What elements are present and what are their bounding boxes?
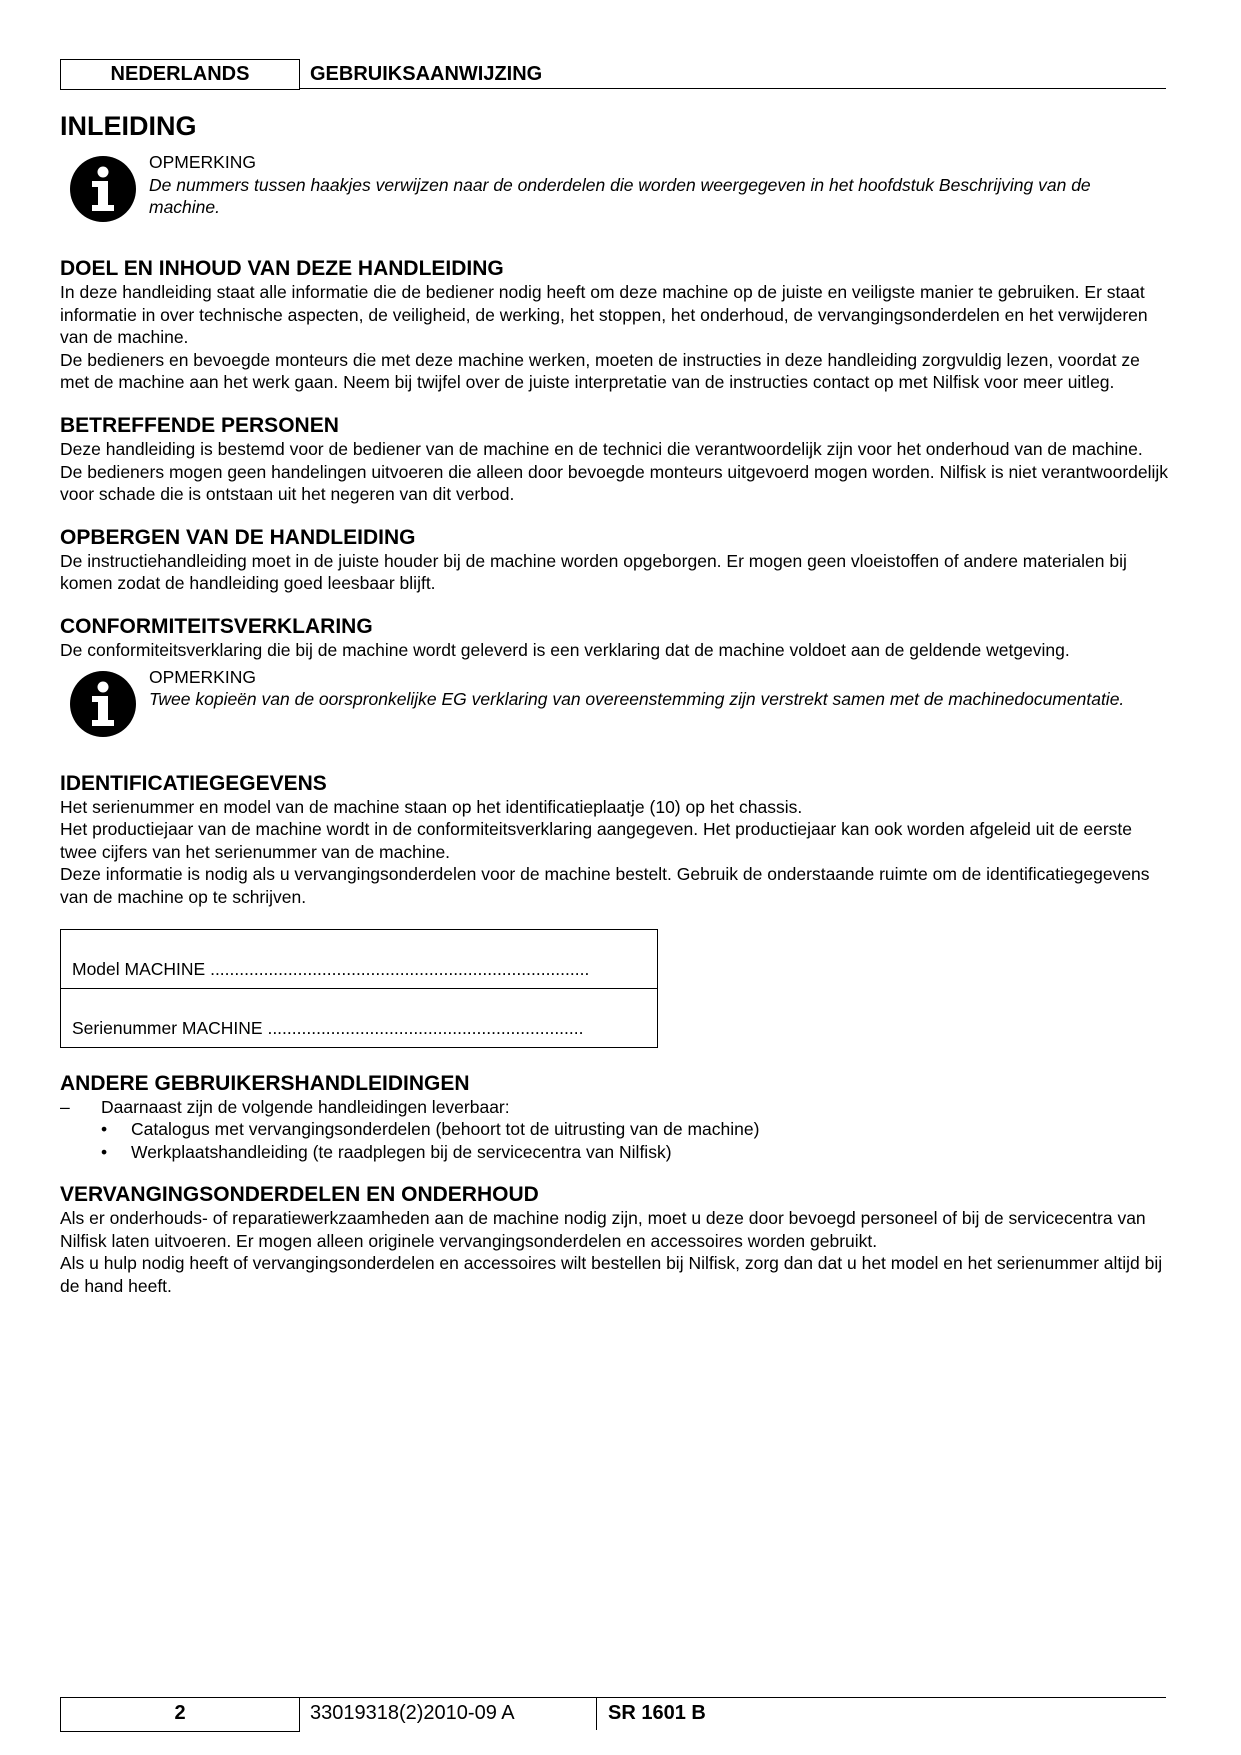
- document-code: 33019318(2)2010-09 A: [310, 1702, 515, 1724]
- paragraph: Het serienummer en model van de machine staan op het identificatieplaatje (10) op het chassis.: [60, 796, 803, 817]
- section-title: CONFORMITEITSVERKLARING: [60, 614, 373, 638]
- paragraph: Als er onderhouds- of reparatiewerkzaamheden aan de machine nodig zijn, moet u deze door bevoegd personeel of bij de servicecentra van Nilfisk laten uitvoeren. Er mogen alleen originele vervangingsonderdelen en accessoires worden gebruikt.: [60, 1208, 1146, 1251]
- list-item: • Werkplaatshandleiding (te raadplegen bij de servicecentra van Nilfisk): [101, 1141, 1170, 1164]
- page-header: [60, 59, 1166, 89]
- section-doel: [60, 257, 1170, 394]
- paragraph: Het productiejaar van de machine wordt in de conformiteitsverklaring aangegeven. Het productiejaar kan ook worden afgeleid uit de eerste twee cijfers van het serienummer van de machine.: [60, 819, 1133, 862]
- section-personen: [60, 414, 1170, 506]
- model-field[interactable]: [61, 930, 657, 988]
- model-field-label: Model MACHINE ..............................................................................: [72, 958, 590, 979]
- list-item: – Daarnaast zijn de volgende handleidingen leverbaar:: [60, 1096, 1170, 1119]
- paragraph: De instructiehandleiding moet in de juiste houder bij de machine worden opgeborgen. Er mogen geen vloeistoffen of andere materialen bij komen zodat de handleiding goed leesbaar blijft.: [60, 550, 1127, 594]
- header-title: GEBRUIKSAANWIJZING: [310, 63, 543, 85]
- section-title: IDENTIFICATIEGEGEVENS: [60, 771, 327, 795]
- section-opbergen: [60, 526, 1170, 595]
- note-block: [60, 666, 1170, 758]
- note-text: Twee kopieën van de oorspronkelijke EG verklaring van overeenstemming zijn verstrekt samen met de machinedocumentatie.: [149, 689, 1125, 710]
- identification-box: [60, 929, 658, 1048]
- paragraph: In deze handleiding staat alle informatie die de bediener nodig heeft om deze machine op de juiste en veiligste manier te gebruiken. Er staat informatie in over technische aspecten, de veiligheid, de werking, het stoppen, het onderhoud, de vervangingsonderdelen en het verwijderen van de machine.: [60, 282, 1148, 348]
- info-icon: [70, 156, 136, 222]
- info-icon: [70, 671, 136, 737]
- note-label: OPMERKING: [149, 152, 256, 172]
- section-title: BETREFFENDE PERSONEN: [60, 413, 339, 437]
- paragraph: De bedieners en bevoegde monteurs die met deze machine werken, moeten de instructies in deze handleiding zorgvuldig lezen, voordat ze met de machine aan het werk gaan. Neem bij twijfel over de juiste interpretatie van de instructies contact op met Nilfisk voor meer uitleg.: [60, 349, 1140, 393]
- page-number: 2: [60, 1697, 300, 1732]
- paragraph: De bedieners mogen geen handelingen uitvoeren die alleen door bevoegde monteurs uitgevoerd mogen worden. Nilfisk is niet verantwoordelijk voor schade die is ontstaan uit het negeren van dit verbod.: [60, 461, 1169, 505]
- section-conformiteit: [60, 615, 1170, 758]
- paragraph: De conformiteitsverklaring die bij de machine wordt geleverd is een verklaring dat de machine voldoet aan de geldende wetgeving.: [60, 639, 1070, 660]
- section-title: DOEL EN INHOUD VAN DEZE HANDLEIDING: [60, 257, 504, 280]
- section-title: ANDERE GEBRUIKERSHANDLEIDINGEN: [60, 1071, 470, 1095]
- section-title: OPBERGEN VAN DE HANDLEIDING: [60, 525, 416, 549]
- section-identificatie: [60, 772, 1170, 1048]
- paragraph: Deze informatie is nodig als u vervangingsonderdelen voor de machine bestelt. Gebruik de onderstaande ruimte om de identificatiegegevens van de machine op te schrijven.: [60, 864, 1150, 907]
- bullet-list: [101, 1118, 1170, 1163]
- serial-field-label: Serienummer MACHINE .................................................................: [72, 1017, 584, 1038]
- section-title: INLEIDING: [60, 111, 197, 141]
- page-footer: [60, 1697, 1166, 1732]
- section-title: VERVANGINGSONDERDELEN EN ONDERHOUD: [60, 1183, 539, 1207]
- note-label: OPMERKING: [149, 666, 256, 687]
- header-rule: [300, 88, 1166, 89]
- machine-model: SR 1601 B: [608, 1702, 706, 1724]
- document-body: [60, 109, 1170, 1318]
- list-item: • Catalogus met vervangingsonderdelen (behoort tot de uitrusting van de machine): [101, 1118, 1170, 1141]
- section-vervanging: [60, 1183, 1170, 1297]
- language-label: NEDERLANDS: [60, 59, 300, 90]
- note-block: [60, 151, 1170, 243]
- footer-separator: [596, 1697, 597, 1730]
- paragraph: Deze handleiding is bestemd voor de bediener van de machine en de technici die verantwoordelijk zijn voor het onderhoud van de machine.: [60, 438, 1143, 459]
- section-inleiding: [60, 109, 1170, 243]
- note-text: De nummers tussen haakjes verwijzen naar de onderdelen die worden weergegeven in het hoofdstuk Beschrijving van de machine.: [149, 174, 1091, 218]
- paragraph: Als u hulp nodig heeft of vervangingsonderdelen en accessoires wilt bestellen bij Nilfisk, zorg dan dat u het model en het serienummer altijd bij de hand heeft.: [60, 1253, 1163, 1297]
- section-andere: [60, 1072, 1170, 1164]
- dash-list: [60, 1096, 1170, 1119]
- serial-field[interactable]: [61, 988, 657, 1047]
